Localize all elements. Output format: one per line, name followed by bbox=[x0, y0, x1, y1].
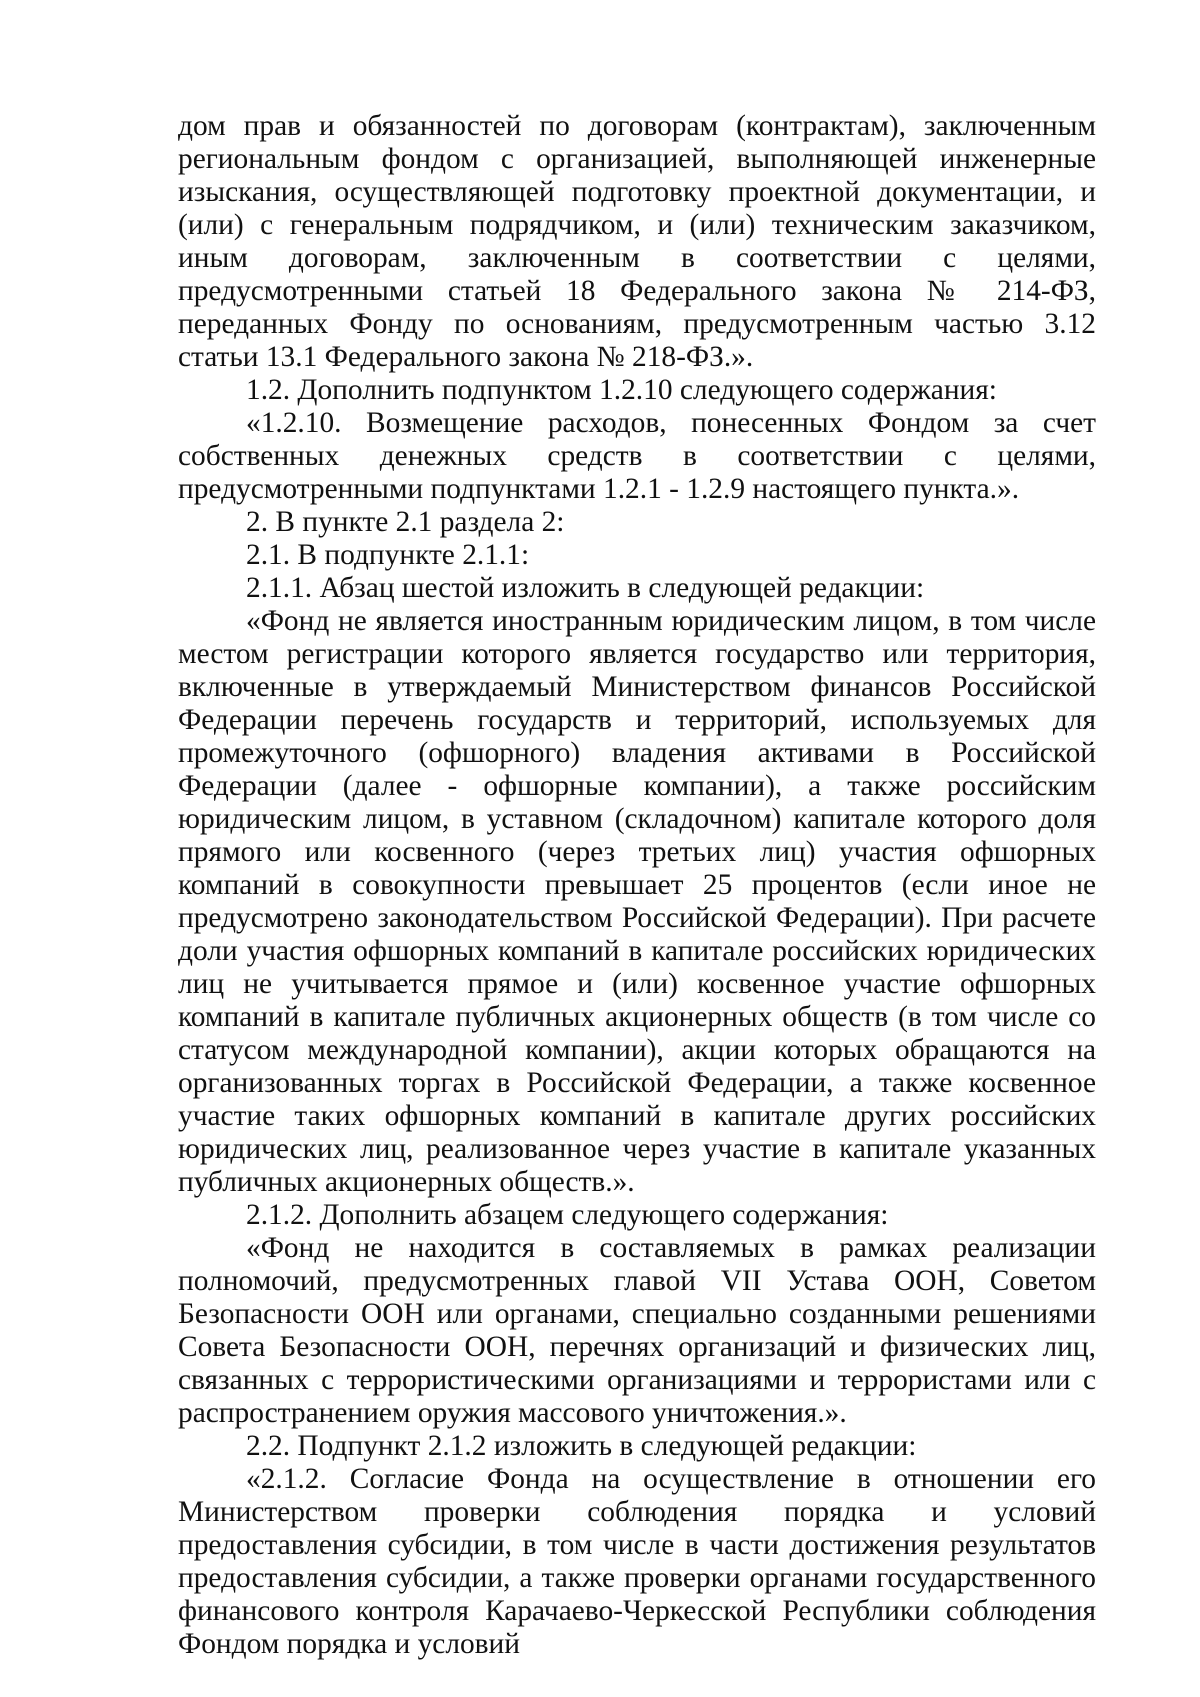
paragraph-offshore-text: «Фонд не является иностранным юридическим лицом, в том числе местом регистрации которого является государство или территория, включенные в утверждаемый Министерством финансов Российской Федерации перечень государств и территорий, используемых для промежуточного (офшорного) владения активами в Российской Федерации (далее - офшорные компании), а также российским юридическим лицом, в уставном (складочном) капитале которого доля прямого или косвенного (через третьих лиц) участия офшорных компаний в совокупности превышает 25 процентов (если иное не предусмотрено законодательством Российской Федерации). При расчете доли участия офшорных компаний в капитале российских юридических лиц не учитывается прямое и (или) косвенное участие офшорных компаний в капитале публичных акционерных обществ (в том числе со статусом международной компании), акции которых обращаются на организованных торгах в Российской Федерации, а также косвенное участие таких офшорных компаний в капитале других российских юридических лиц, реализованное через участие в капитале указанных публичных акционерных обществ.». bbox=[178, 605, 1096, 1198]
paragraph-clause-2-1: 2.1. В подпункте 2.1.1: bbox=[246, 539, 530, 571]
paragraph-clause-2-2: 2.2. Подпункт 2.1.2 изложить в следующей редакции: bbox=[246, 1430, 917, 1462]
document-body bbox=[178, 110, 1096, 1661]
paragraph-continuation: дом прав и обязанностей по договорам (контрактам), заключенным региональным фондом с организацией, выполняющей инженерные изыскания, осуществляющей подготовку проектной документации, и (или) с генеральным подрядчиком, и (или) техническим заказчиком, иным договорам, заключенным в соответствии с целями, предусмотренными статьей 18 Федерального закона № 214-ФЗ, переданных Фонду по основаниям, предусмотренным частью 3.12 статьи 13.1 Федерального закона № 218-ФЗ.». bbox=[178, 110, 1096, 373]
paragraph-un-sanctions-text: «Фонд не находится в составляемых в рамках реализации полномочий, предусмотренных главой VII Устава ООН, Советом Безопасности ООН или органами, специально созданными решениями Совета Безопасности ООН, перечнях организаций и физических лиц, связанных с террористическими организациями и террористами или с распространением оружия массового уничтожения.». bbox=[178, 1232, 1096, 1429]
paragraph-clause-2-1-2: 2.1.2. Дополнить абзацем следующего содержания: bbox=[246, 1199, 889, 1231]
paragraph-clause-1-2: 1.2. Дополнить подпунктом 1.2.10 следующего содержания: bbox=[246, 374, 997, 406]
paragraph-clause-1-2-10: «1.2.10. Возмещение расходов, понесенных Фондом за счет собственных денежных средств в соответствии с целями, предусмотренными подпунктами 1.2.1 - 1.2.9 настоящего пункта.». bbox=[178, 407, 1096, 505]
paragraph-consent-text: «2.1.2. Согласие Фонда на осуществление в отношении его Министерством проверки соблюдения порядка и условий предоставления субсидии, в том числе в части достижения результатов предоставления субсидии, а также проверки органами государственного финансового контроля Карачаево-Черкесской Республики соблюдения Фондом порядка и условий bbox=[178, 1463, 1096, 1660]
paragraph-clause-2: 2. В пункте 2.1 раздела 2: bbox=[246, 506, 565, 538]
paragraph-clause-2-1-1: 2.1.1. Абзац шестой изложить в следующей редакции: bbox=[246, 572, 925, 604]
